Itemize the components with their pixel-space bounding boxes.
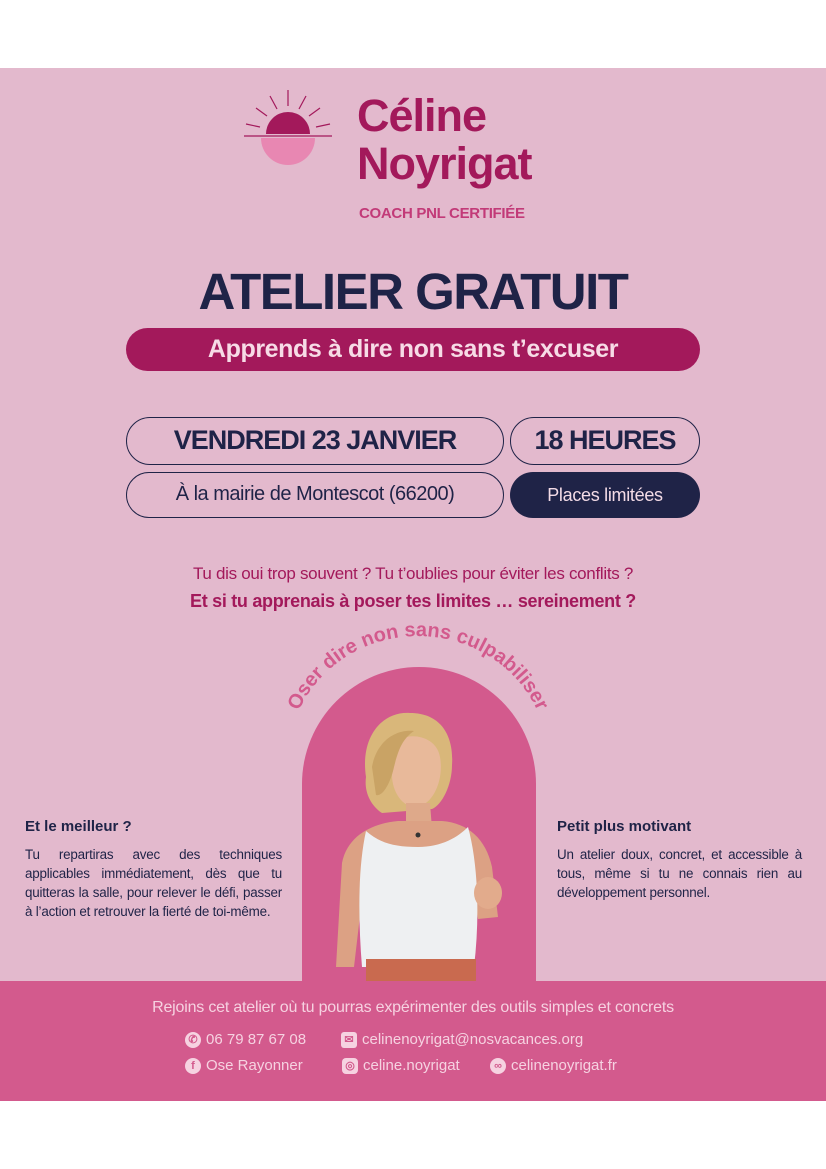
link-icon: ∞ <box>490 1058 506 1074</box>
facebook-name: Ose Rayonner <box>206 1057 303 1074</box>
svg-text:Oser dire non sans culpabilise <box>283 619 553 714</box>
brand-name <box>357 92 532 188</box>
brand-subtitle: COACH PNL CERTIFIÉE <box>359 205 525 222</box>
phone-contact[interactable] <box>185 1031 306 1048</box>
email-contact[interactable] <box>341 1031 583 1048</box>
email-icon: ✉ <box>341 1032 357 1048</box>
website-url: celinenoyrigat.fr <box>511 1057 617 1074</box>
website-contact[interactable] <box>490 1057 617 1074</box>
event-time-pill: 18 HEURES <box>510 417 700 465</box>
event-subtitle-banner: Apprends à dire non sans t’excuser <box>126 328 700 371</box>
arch-text: Oser dire non sans culpabiliser <box>283 618 553 714</box>
sun-logo-icon <box>240 88 336 172</box>
brand-name-line2: Noyrigat <box>357 138 532 189</box>
question-line-2: Et si tu apprenais à poser tes limites … sereinement ? <box>190 591 636 611</box>
event-location-pill: À la mairie de Montescot (66200) <box>126 472 504 518</box>
instagram-contact[interactable] <box>342 1057 460 1074</box>
arch-curved-text <box>258 610 578 780</box>
left-column-body: Tu repartiras avec des techniques applicables immédiatement, dès que tu quitteras la salle, pour relever le défi, passer à l’action et retrouver la fierté de toi-même. <box>25 847 282 919</box>
right-column-heading: Petit plus motivant <box>557 818 692 835</box>
right-column-body: Un atelier doux, concret, et accessible à tous, même si tu ne connais rien au développement personnel. <box>557 847 802 900</box>
facebook-icon: f <box>185 1058 201 1074</box>
brand-name-line1: Céline <box>357 90 487 141</box>
question-line-1: Tu dis oui trop souvent ? Tu t’oublies pour éviter les conflits ? <box>192 564 634 583</box>
phone-number: 06 79 87 67 08 <box>206 1031 307 1048</box>
event-date-pill: VENDREDI 23 JANVIER <box>126 417 504 465</box>
left-column-heading: Et le meilleur ? <box>25 818 132 835</box>
instagram-icon: ◎ <box>342 1058 358 1074</box>
instagram-handle: celine.noyrigat <box>363 1057 460 1074</box>
phone-icon: ✆ <box>185 1032 201 1048</box>
footer-tagline: Rejoins cet atelier où tu pourras expérimenter des outils simples et concrets <box>152 999 674 1016</box>
facebook-contact[interactable] <box>185 1057 303 1074</box>
email-address: celinenoyrigat@nosvacances.org <box>362 1031 584 1048</box>
event-title: ATELIER GRATUIT <box>198 263 628 320</box>
limited-places-badge: Places limitées <box>510 472 700 518</box>
